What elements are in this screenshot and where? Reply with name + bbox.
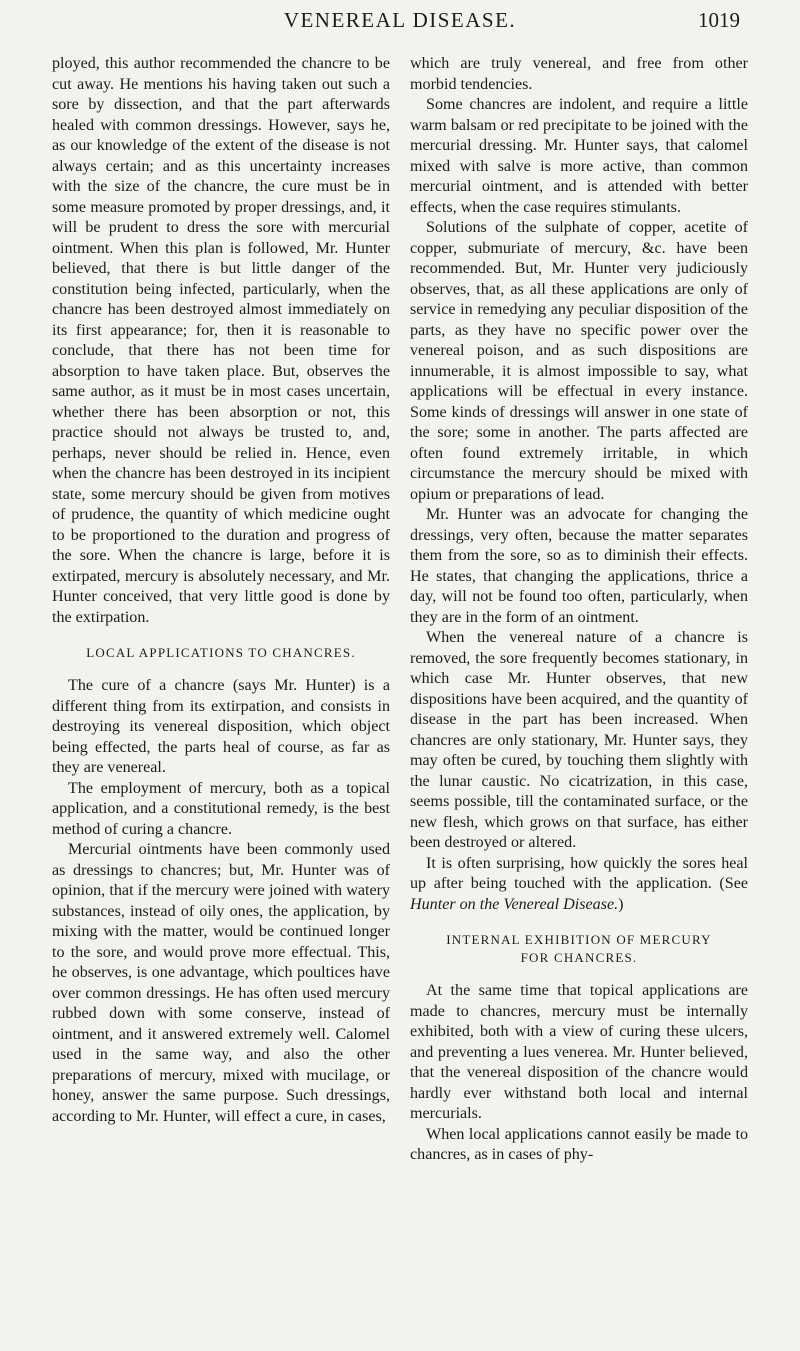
section-heading-line-2: FOR CHANCRES. (520, 950, 638, 965)
right-paragraph-6-text: It is often surprising, how quickly the sores heal up after being touched with the application. (See (410, 854, 748, 892)
left-paragraph-1: ployed, this author recommended the chancre to be cut away. He mentions his having taken out such a sore by dissection, and that the part afterwards healed with common dressings. However, says he, as our knowledge of the extent of the disease is not always certain; and as this uncertainty increases with the size of the chancre, the cure must be in some measure promoted by proper dressings, and, it will be prudent to dress the sore with mercurial ointment. When this plan is followed, Mr. Hunter believed, that there is but little danger of the constitution being infected, particularly, when the chancre has been destroyed almost immediately on its first appearance; for, then it is reasonable to conclude, that there has not been time for absorption to have taken place. But, observes the same author, as it must be in most cases uncertain, whether there has been absorption or not, this practice should not always be trusted to, and, perhaps, never should be relied in. Hence, even when the chancre has been destroyed in its incipient state, some mercury should be given from motives of prudence, the quantity of which medicine ought to be proportioned to the duration and progress of the sore. When the chancre is large, before it is extirpated, mercury is absolutely necessary, and Mr. Hunter conceived, that very little good is done by the extirpation. (52, 55, 390, 626)
right-paragraph-4: Mr. Hunter was an advocate for changing the dressings, very often, because the matter separates them from the sore, so as to diminish their effects. He states, that changing the applications, thrice a day, will not be found too often, particularly, when they are in the form of an ointment. (410, 506, 748, 626)
right-column (410, 54, 748, 1166)
right-paragraph-8: When local applications cannot easily be made to chancres, as in cases of phy- (410, 1125, 748, 1163)
page-number: 1019 (698, 8, 740, 32)
left-paragraph-3: The employment of mercury, both as a topical application, and a constitutional remedy, is the best method of curing a chancre. (52, 779, 390, 838)
section-heading-internal-exhibition (410, 931, 748, 967)
right-paragraph-5: When the venereal nature of a chancre is removed, the sore frequently becomes stationary, in which case Mr. Hunter observes, that new dispositions have been acquired, and the quantity of disease in the part has been increased. When chancres are only stationary, Mr. Hunter says, they may often be cured, by touching them slightly with the lunar caustic. No cicatrization, in this case, seems possible, till the contaminated surface, or the new flesh, which grows on that surface, has either been destroyed or altered. (410, 629, 748, 851)
left-paragraph-4: Mercurial ointments have been commonly used as dressings to chancres; but, Mr. Hunter was of opinion, that if the mercury were joined with watery substances, instead of oily ones, the application, by mixing with the matter, would be continued longer to the sore, and would prove more effectual. This, he observes, is one advantage, which poultices have over common dressings. He has often used mercury rubbed down with some conserve, instead of ointment, and it answered extremely well. Calomel used in the same way, and also the other preparations of mercury, mixed with mucilage, or honey, answer the same purpose. Such dressings, according to Mr. Hunter, will effect a cure, in cases, (52, 841, 390, 1125)
left-column (52, 54, 390, 1127)
right-paragraph-2: Some chancres are indolent, and require a little warm balsam or red precipitate to be joined with the mercurial dressing. Mr. Hunter says, that calomel mixed with salve is more active, than common mercurial ointment, and is attended with better effects, when the case requires stimulants. (410, 96, 748, 216)
section-heading-local-applications: LOCAL APPLICATIONS TO CHANCRES. (86, 645, 356, 660)
right-paragraph-3: Solutions of the sulphate of copper, acetite of copper, submuriate of mercury, &c. have been recommended. But, Mr. Hunter very judiciously observes, that, as all these applications are only of service in remedying any peculiar disposition of the parts, as they have no specific power over the venereal poison, and as such dispositions are innumerable, it is almost impossible to say, what applications will be effectual in every instance. Some kinds of dressings will answer in one state of the sore; some in another. The parts affected are often found extremely irritable, in which circumstance the mercury should be mixed with opium or preparations of lead. (410, 219, 748, 503)
right-paragraph-1: which are truly venereal, and free from other morbid tendencies. (410, 55, 748, 93)
right-paragraph-6-end: ) (618, 895, 624, 913)
running-head (0, 8, 800, 38)
citation: Hunter on the Venereal Disease. (410, 895, 619, 913)
right-paragraph-7: At the same time that topical applications are made to chancres, mercury must be internally exhibited, both with a view of curing these ulcers, and preventing a lues venerea. Mr. Hunter believed, that the venereal disposition of the chancre would hardly ever withstand both local and internal mercurials. (410, 982, 748, 1122)
left-paragraph-2: The cure of a chancre (says Mr. Hunter) is a different thing from its extirpation, and consists in destroying its venereal disposition, which object being effected, the parts heal of course, as far as they are venereal. (52, 677, 390, 776)
section-heading-line-1: INTERNAL EXHIBITION OF MERCURY (446, 932, 712, 947)
running-title: VENEREAL DISEASE. (283, 8, 517, 32)
right-paragraph-6 (410, 854, 748, 916)
